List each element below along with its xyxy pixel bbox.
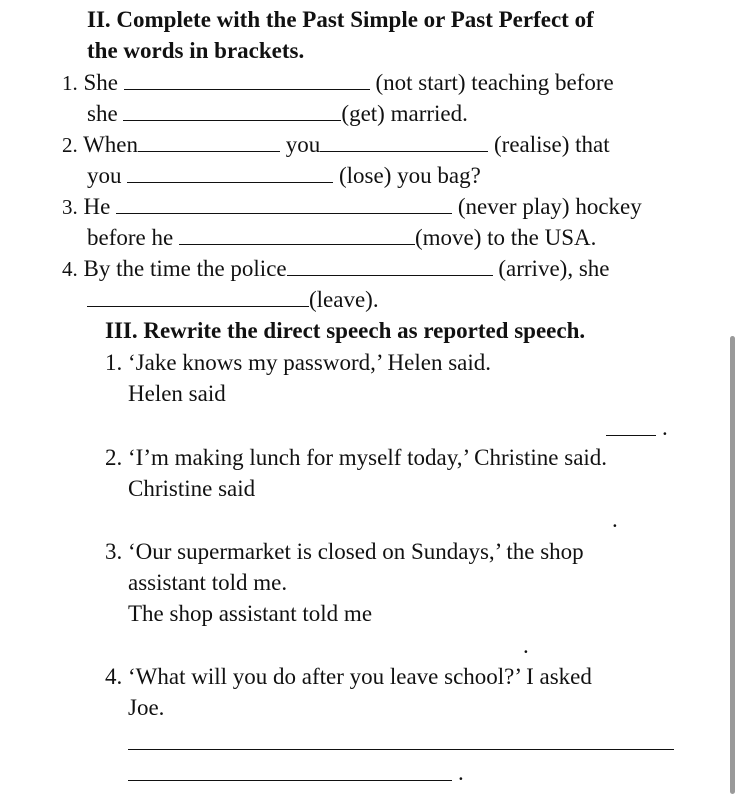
- item-number: 1.: [62, 71, 78, 95]
- item-number: 3.: [62, 195, 78, 219]
- item-number: 4.: [62, 257, 78, 281]
- end-period: .: [458, 760, 464, 785]
- speech-item-3-direct: 3. ‘Our supermarket is closed on Sundays,’ the shop: [105, 539, 584, 564]
- speech-item-4-cont: Joe.: [128, 695, 165, 720]
- end-period: .: [662, 415, 668, 440]
- exercise-item-2-line1: [62, 129, 610, 161]
- end-period: .: [523, 633, 529, 658]
- speech-item-2-direct: 2. ‘I’m making lunch for myself today,’ Christine said.: [105, 445, 608, 470]
- exercise-item-4-line1: [62, 253, 609, 285]
- item-text: When: [83, 132, 139, 157]
- item-text: She: [83, 70, 118, 95]
- speech-item-3-start: The shop assistant told me: [128, 601, 373, 626]
- answer-line[interactable]: [606, 435, 656, 436]
- item-text: By the time the police: [83, 256, 287, 281]
- item-text: (get) married.: [341, 101, 468, 126]
- section-2-heading-line1: II. Complete with the Past Simple or Past Perfect of: [87, 7, 594, 32]
- answer-blank[interactable]: [320, 129, 488, 152]
- answer-blank[interactable]: [123, 98, 341, 121]
- exercise-item-2-line2: [87, 160, 481, 191]
- exercise-item-1-line1: [62, 67, 614, 99]
- item-text: you: [285, 132, 321, 157]
- exercise-item-4-line2: [87, 284, 379, 315]
- item-text: (not start) teaching before: [375, 70, 614, 95]
- answer-blank[interactable]: [179, 222, 415, 245]
- item-number: 2.: [62, 133, 78, 157]
- item-text: before he: [87, 225, 174, 250]
- item-text: (never play) hockey: [457, 194, 642, 219]
- item-text: (lose) you bag?: [339, 163, 481, 188]
- answer-line[interactable]: [128, 780, 452, 781]
- section-2-heading-line2: the words in brackets.: [87, 38, 305, 63]
- exercise-item-1-line2: [87, 98, 468, 129]
- answer-blank[interactable]: [127, 160, 333, 183]
- answer-blank[interactable]: [138, 129, 280, 152]
- answer-blank[interactable]: [87, 284, 309, 307]
- answer-blank[interactable]: [124, 67, 370, 90]
- answer-blank[interactable]: [116, 191, 452, 214]
- item-text: He: [83, 194, 111, 219]
- item-text: she: [87, 101, 118, 126]
- speech-item-1-start: Helen said: [128, 381, 226, 406]
- answer-blank[interactable]: [287, 253, 493, 276]
- item-text: you: [87, 163, 122, 188]
- item-text: (realise) that: [494, 132, 610, 157]
- item-text: (leave).: [309, 287, 379, 312]
- speech-item-4-direct: 4. ‘What will you do after you leave school?’ I asked: [105, 664, 592, 689]
- item-text: (move) to the USA.: [414, 225, 597, 250]
- exercise-item-3-line1: [62, 191, 642, 223]
- vertical-scrollbar[interactable]: [730, 336, 735, 794]
- item-text: (arrive), she: [498, 256, 610, 281]
- speech-item-3-cont: assistant told me.: [128, 570, 288, 595]
- end-period: .: [612, 507, 618, 532]
- speech-item-1-direct: 1. ‘Jake knows my password,’ Helen said.: [105, 350, 492, 375]
- section-3-heading: III. Rewrite the direct speech as reported speech.: [105, 318, 586, 343]
- speech-item-2-start: Christine said: [128, 476, 256, 501]
- answer-line[interactable]: [128, 749, 674, 750]
- exercise-item-3-line2: [87, 222, 596, 253]
